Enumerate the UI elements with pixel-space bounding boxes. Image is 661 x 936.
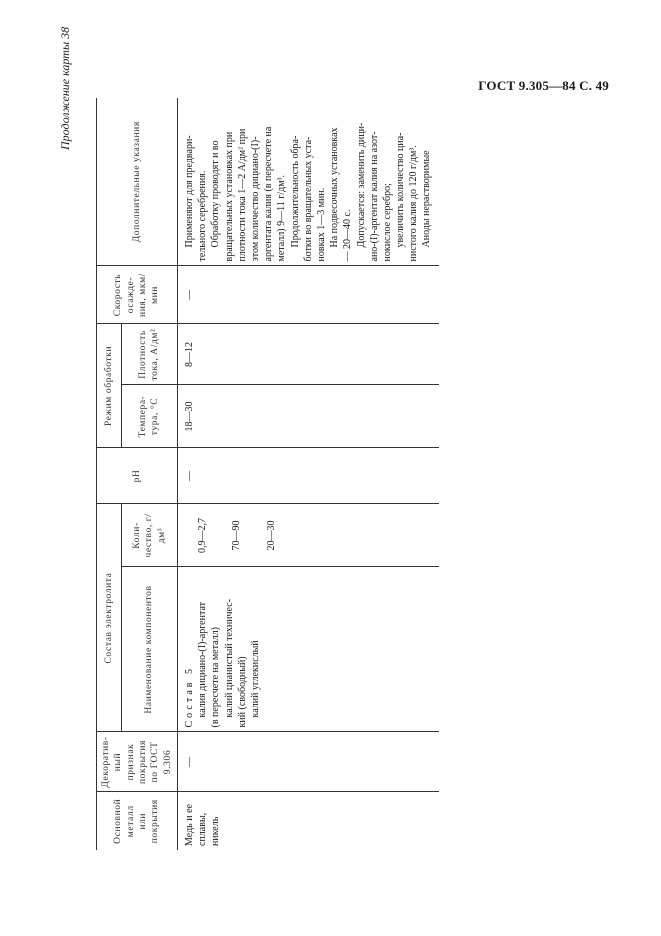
component-line: (в пересчете на металл) bbox=[210, 627, 222, 728]
note-line: ано-(I)-аргентат калия на азот- bbox=[368, 131, 380, 262]
note-line: увеличить количество циа- bbox=[395, 132, 407, 248]
quantity-value: 20—30 bbox=[265, 520, 277, 551]
note-line: Допускается: заменить дици- bbox=[355, 122, 367, 248]
header-current-density: Плотность тока, А/дм² bbox=[121, 324, 177, 385]
note-line: нистого калия до 120 г/дм³. bbox=[408, 145, 420, 262]
note-line: новках 1—3 мин. bbox=[315, 187, 327, 262]
cell-deposition-speed: — bbox=[178, 266, 439, 324]
note-line: вращательных установках при bbox=[223, 131, 235, 262]
note-line: — 20—40 с. bbox=[342, 209, 354, 262]
note-line: плотности тока 1—2 А/дм² при bbox=[236, 128, 248, 262]
page-header: ГОСТ 9.305—84 С. 49 bbox=[478, 78, 609, 93]
cell-components bbox=[178, 567, 439, 732]
note-line: Аноды нерастворимые bbox=[421, 150, 433, 248]
cell-decor-feature: — bbox=[178, 732, 439, 792]
note-line: тельного серебрения. bbox=[197, 170, 209, 262]
note-line: этом количество дициано-(I)- bbox=[250, 136, 261, 262]
component-line: калий углекислый bbox=[250, 640, 261, 718]
note-line: ботки во вращательных уста- bbox=[302, 136, 314, 262]
table-row bbox=[178, 98, 439, 850]
cell-current-density: 8—12 bbox=[178, 324, 439, 385]
composition-title: Состав 5 bbox=[184, 665, 196, 728]
note-line: аргентата калия (в пересчете на bbox=[263, 126, 275, 262]
cell-base-metal: Медь и ее сплавы, никель bbox=[178, 792, 439, 850]
component-line: калия дициано-(I)-аргентат bbox=[197, 602, 209, 718]
note-line: На подвесочных установках bbox=[329, 127, 341, 248]
component-line: кий (свободный) bbox=[236, 656, 248, 728]
header-deposition-speed: Скорость осажде-ния, мкм/мин bbox=[97, 266, 178, 324]
header-notes: Дополнительные указания bbox=[97, 98, 178, 266]
cell-temperature: 18—30 bbox=[178, 385, 439, 448]
note-line: Продолжительность обра- bbox=[289, 135, 301, 248]
component-line: калий цианистый техничес- bbox=[223, 598, 235, 718]
continuation-label: Продолжение карты 38 bbox=[58, 26, 72, 150]
note-line: металл) 9—11 г/дм³. bbox=[276, 174, 288, 262]
header-decor-feature: Декоратив-ный признак покрытия по ГОСТ 9.306 bbox=[97, 732, 178, 792]
note-line: нокислое серебро; bbox=[381, 183, 393, 262]
cell-ph: — bbox=[178, 448, 439, 504]
cell-quantities bbox=[178, 504, 439, 567]
header-ph: рН bbox=[97, 448, 178, 504]
header-component-name: Наименование компонентов bbox=[121, 567, 177, 732]
header-temperature: Темпера-тура, °С bbox=[121, 385, 177, 448]
quantity-value: 0,9—2,7 bbox=[197, 518, 209, 553]
note-line: Применяют для предвари- bbox=[184, 135, 196, 248]
header-mode: Режим обработки bbox=[97, 324, 122, 448]
electrolyte-table bbox=[96, 98, 439, 850]
cell-notes bbox=[178, 98, 439, 266]
note-line: Обработку проводят и во bbox=[210, 140, 222, 248]
quantity-value: 70—90 bbox=[231, 520, 243, 551]
header-electrolyte: Состав электролита bbox=[97, 504, 122, 732]
rotated-table-container bbox=[96, 98, 608, 850]
header-quantity: Коли-чество, г/дм³ bbox=[121, 504, 177, 567]
header-base-metal: Основной металл или покрытия bbox=[97, 792, 178, 850]
